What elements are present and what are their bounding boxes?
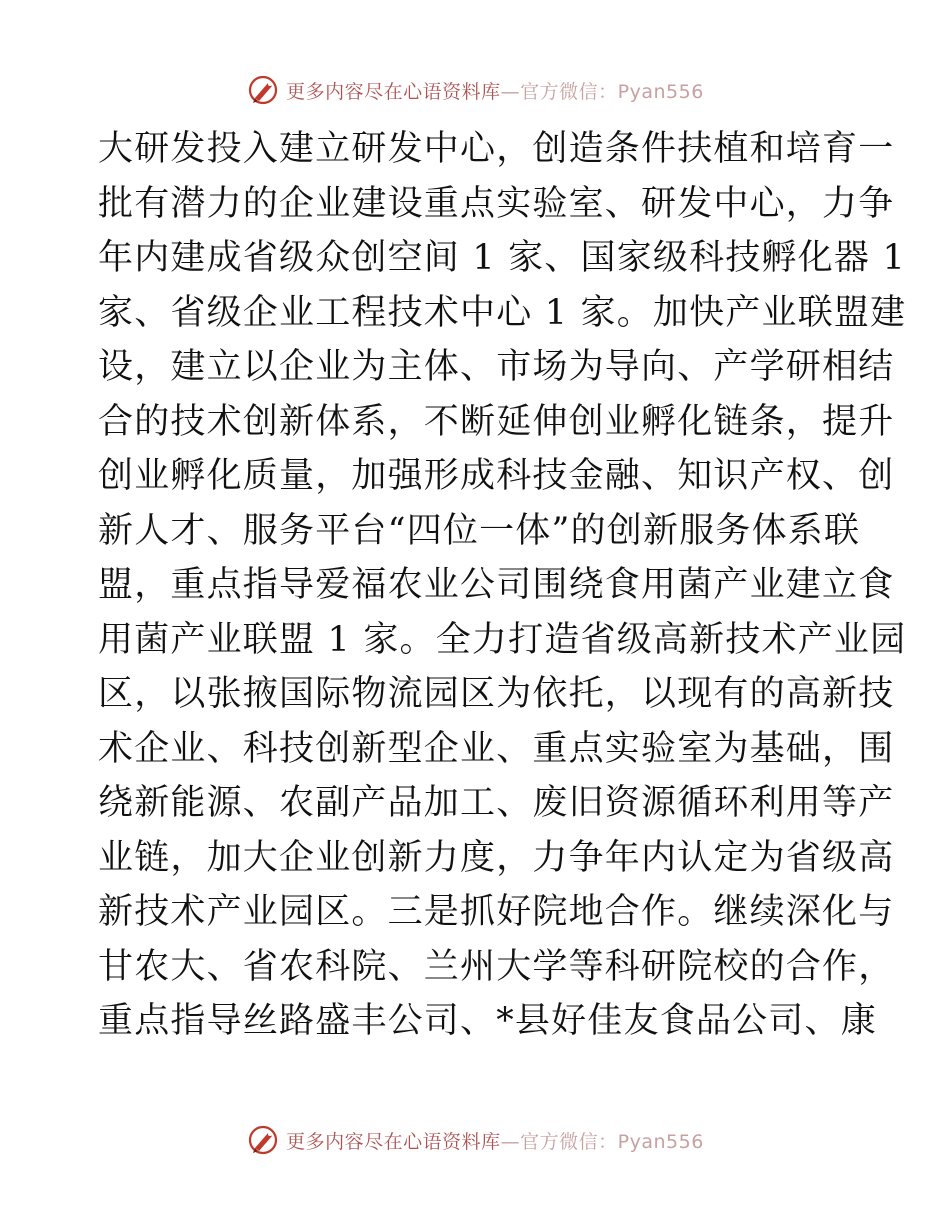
- text-line: 创业孵化质量，加强形成科技金融、知识产权、创: [98, 456, 895, 496]
- watermark-strong-text: 更多内容尽在心语资料库: [286, 80, 501, 103]
- text-line: 新技术产业园区。三是抓好院地合作。继续深化与: [98, 892, 895, 932]
- text-line: 区，以张掖国际物流园区为依托，以现有的高新技: [98, 674, 895, 714]
- header-watermark: [0, 68, 950, 112]
- footer-watermark: [0, 1118, 950, 1162]
- text-line: 合的技术创新体系，不断延伸创业孵化链条，提升: [98, 401, 895, 442]
- watermark-rest-text: —官方微信：Pyan556: [500, 80, 704, 103]
- watermark-text: [286, 1127, 704, 1154]
- text-line: 绕新能源、农副产品加工、废旧资源循环利用等产: [98, 783, 895, 823]
- text-line: 批有潜力的企业建设重点实验室、研发中心，力争: [98, 183, 895, 224]
- text-line: 新人才、服务平台“四位一体”的创新服务体系联: [98, 510, 861, 551]
- text-line: 年内建成省级众创空间 1 家、国家级科技孵化器 1: [98, 238, 906, 278]
- pen-nib-logo-icon: [246, 73, 280, 107]
- text-line: 重点指导丝路盛丰公司、*县好佳友食品公司、康: [98, 1001, 877, 1041]
- text-line: 术企业、科技创新型企业、重点实验室为基础，围: [98, 728, 895, 769]
- text-line: 甘农大、省农科院、兰州大学等科研院校的合作，: [98, 946, 895, 987]
- text-line: 业链，加大企业创新力度，力争年内认定为省级高: [98, 837, 895, 878]
- pen-nib-logo-icon: [246, 1123, 280, 1157]
- text-line: 设，建立以企业为主体、市场为导向、产学研相结: [98, 347, 895, 387]
- document-body: [98, 122, 907, 1049]
- text-line: 大研发投入建立研发中心，创造条件扶植和培育一: [98, 129, 895, 169]
- text-line: 用菌产业联盟 1 家。全力打造省级高新技术产业园: [98, 619, 907, 660]
- watermark-text: [286, 77, 704, 104]
- watermark-rest-text: —官方微信：Pyan556: [500, 1130, 704, 1153]
- text-line: 盟，重点指导爱福农业公司围绕食用菌产业建立食: [98, 565, 895, 605]
- watermark-strong-text: 更多内容尽在心语资料库: [286, 1130, 501, 1153]
- text-line: 家、省级企业工程技术中心 1 家。加快产业联盟建: [98, 292, 907, 333]
